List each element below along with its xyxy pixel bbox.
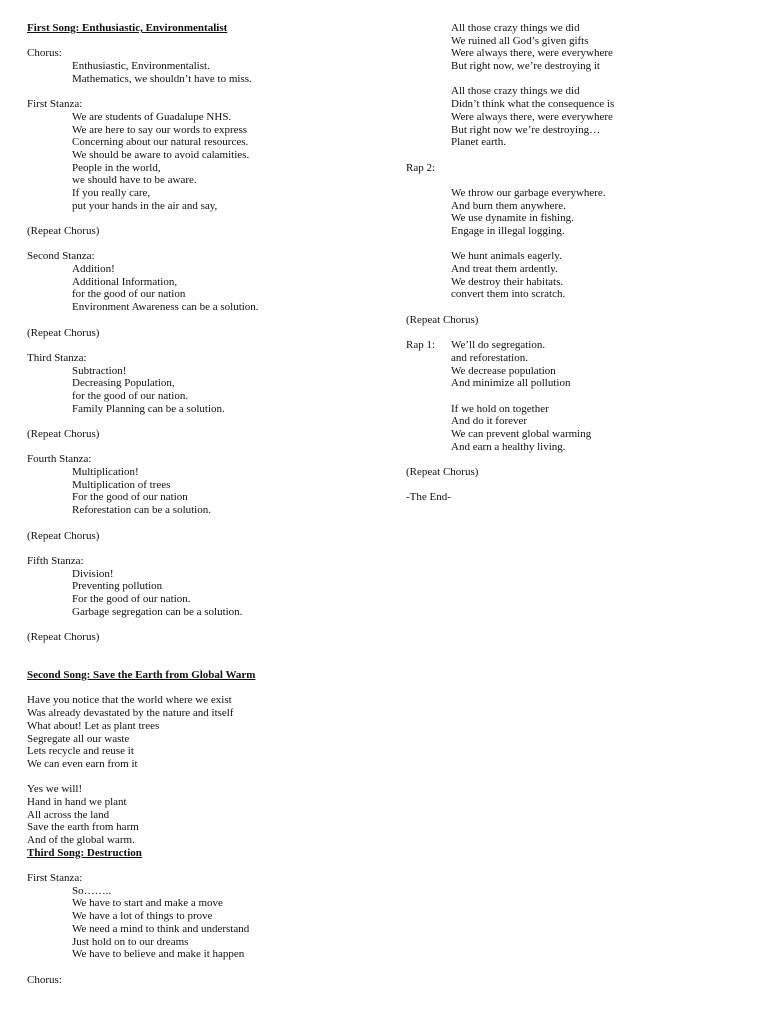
lyric-line: All across the land — [27, 808, 110, 821]
song1-stanza1-label: First Stanza: — [27, 98, 83, 111]
rap1-label: Rap 1: — [406, 339, 436, 352]
lyric-line: Were always there, were everywhere — [451, 110, 613, 123]
lyric-line: And minimize all pollution — [451, 377, 571, 390]
repeat-chorus: (Repeat Chorus) — [27, 428, 100, 440]
lyric-line: What about! Let as plant trees — [27, 719, 160, 732]
lyric-line: Multiplication! — [72, 466, 139, 479]
lyric-line: Division! — [72, 567, 114, 580]
lyric-line: Yes we will! — [27, 783, 83, 796]
song1-stanza4-label: Fourth Stanza: — [27, 453, 92, 466]
lyric-line: People in the world, — [72, 161, 161, 174]
lyric-line: We can prevent global warming — [451, 428, 592, 440]
repeat-chorus: (Repeat Chorus) — [27, 326, 100, 339]
lyric-line: Preventing pollution — [72, 580, 163, 593]
lyric-line: for the good of our nation. — [72, 389, 189, 402]
lyric-line: Enthusiastic, Environmentalist. — [72, 60, 210, 73]
lyric-line: If we hold on together — [451, 402, 549, 415]
lyric-line: If you really care, — [72, 186, 151, 199]
repeat-chorus: (Repeat Chorus) — [27, 529, 100, 542]
lyric-line: we should have to be aware. — [72, 174, 197, 187]
song2-title: Second Song: Save the Earth from Global Warm — [27, 669, 256, 682]
lyric-line: We are students of Guadalupe NHS. — [72, 110, 232, 123]
lyric-line: Was already devastated by the nature and itself — [27, 707, 234, 720]
lyric-line: for the good of our nation — [72, 288, 186, 301]
lyric-line: Just hold on to our dreams — [72, 935, 189, 948]
lyric-line: We ruined all God’s given gifts — [451, 34, 589, 47]
right-column — [406, 22, 756, 504]
lyric-line: We need a mind to think and understand — [72, 922, 250, 935]
lyric-line: And treat them ardently. — [451, 263, 558, 276]
lyric-line: And of the global warm. — [27, 834, 135, 846]
lyric-line: Addition! — [72, 263, 115, 276]
lyric-line: Were always there, were everywhere — [451, 47, 613, 60]
lyric-line: Concerning about our natural resources. — [72, 136, 249, 149]
lyric-line: We have to believe and make it happen — [72, 948, 245, 961]
lyric-line: We have to start and make a move — [72, 897, 223, 910]
lyric-line: Didn’t think what the consequence is — [451, 98, 615, 111]
song3-title: Third Song: Destruction — [27, 846, 142, 859]
song1-stanza5-label: Fifth Stanza: — [27, 554, 84, 567]
lyric-line: Have you notice that the world where we exist — [27, 694, 232, 707]
the-end: -The End- — [406, 491, 451, 504]
lyric-line: All those crazy things we did — [451, 22, 580, 34]
lyric-line: put your hands in the air and say, — [72, 199, 218, 212]
rap2-label: Rap 2: — [406, 161, 436, 174]
left-column — [27, 22, 387, 986]
repeat-chorus: (Repeat Chorus) — [27, 225, 100, 237]
lyric-line: So…….. — [72, 884, 112, 897]
lyric-line: Segregate all our waste — [27, 732, 130, 745]
song3-stanza1-label: First Stanza: — [27, 872, 83, 885]
lyric-line: But right now, we’re destroying it — [451, 60, 600, 73]
lyric-line: Lets recycle and reuse it — [27, 745, 134, 758]
lyric-line: convert them into scratch. — [451, 288, 566, 301]
lyric-line: We decrease population — [451, 364, 556, 377]
lyric-line: Save the earth from harm — [27, 821, 139, 834]
lyric-line: Decreasing Population, — [72, 377, 175, 390]
lyric-line: Hand in hand we plant — [27, 795, 127, 808]
lyric-line: Mathematics, we shouldn’t have to miss. — [72, 72, 252, 85]
repeat-chorus: (Repeat Chorus) — [27, 631, 100, 643]
repeat-chorus: (Repeat Chorus) — [406, 466, 479, 479]
lyric-line: Engage in illegal logging. — [451, 225, 565, 237]
lyric-line: Planet earth. — [451, 136, 506, 149]
lyric-line: We throw our garbage everywhere. — [451, 186, 606, 199]
lyric-line: We are here to say our words to express — [72, 123, 248, 136]
lyric-line: We can even earn from it — [27, 757, 138, 770]
lyric-line: For the good of our nation. — [72, 592, 191, 605]
song1-chorus-label: Chorus: — [27, 47, 62, 60]
lyric-line: But right now we’re destroying… — [451, 123, 601, 136]
lyric-line: and reforestation. — [451, 351, 528, 364]
lyric-line: We have a lot of things to prove — [72, 910, 213, 923]
lyric-line: We destroy their habitats. — [451, 275, 564, 288]
lyric-line: Subtraction! — [72, 364, 127, 377]
song1-stanza2-label: Second Stanza: — [27, 250, 95, 263]
lyric-line: And earn a healthy living. — [451, 440, 566, 453]
lyric-line: We hunt animals eagerly. — [451, 250, 562, 263]
song1-stanza3-label: Third Stanza: — [27, 351, 87, 364]
lyric-line: Environment Awareness can be a solution. — [72, 301, 259, 314]
lyric-line: Multiplication of trees — [72, 478, 171, 491]
lyric-line: Additional Information, — [72, 275, 178, 288]
repeat-chorus: (Repeat Chorus) — [406, 313, 479, 326]
song1-title: First Song: Enthusiastic, Environmentalist — [27, 22, 228, 34]
lyric-line: Reforestation can be a solution. — [72, 504, 211, 517]
song3-chorus-label: Chorus: — [27, 973, 62, 986]
lyric-line: We should be aware to avoid calamities. — [72, 148, 250, 161]
lyric-line: All those crazy things we did — [451, 85, 580, 98]
lyric-line: We use dynamite in fishing. — [451, 212, 574, 225]
lyric-line: Family Planning can be a solution. — [72, 402, 225, 415]
lyric-line: And burn them anywhere. — [451, 199, 566, 212]
lyric-line: We’ll do segregation. — [451, 339, 546, 352]
lyric-line: And do it forever — [451, 415, 528, 428]
lyric-line: For the good of our nation — [72, 491, 188, 504]
lyric-line: Garbage segregation can be a solution. — [72, 605, 243, 618]
